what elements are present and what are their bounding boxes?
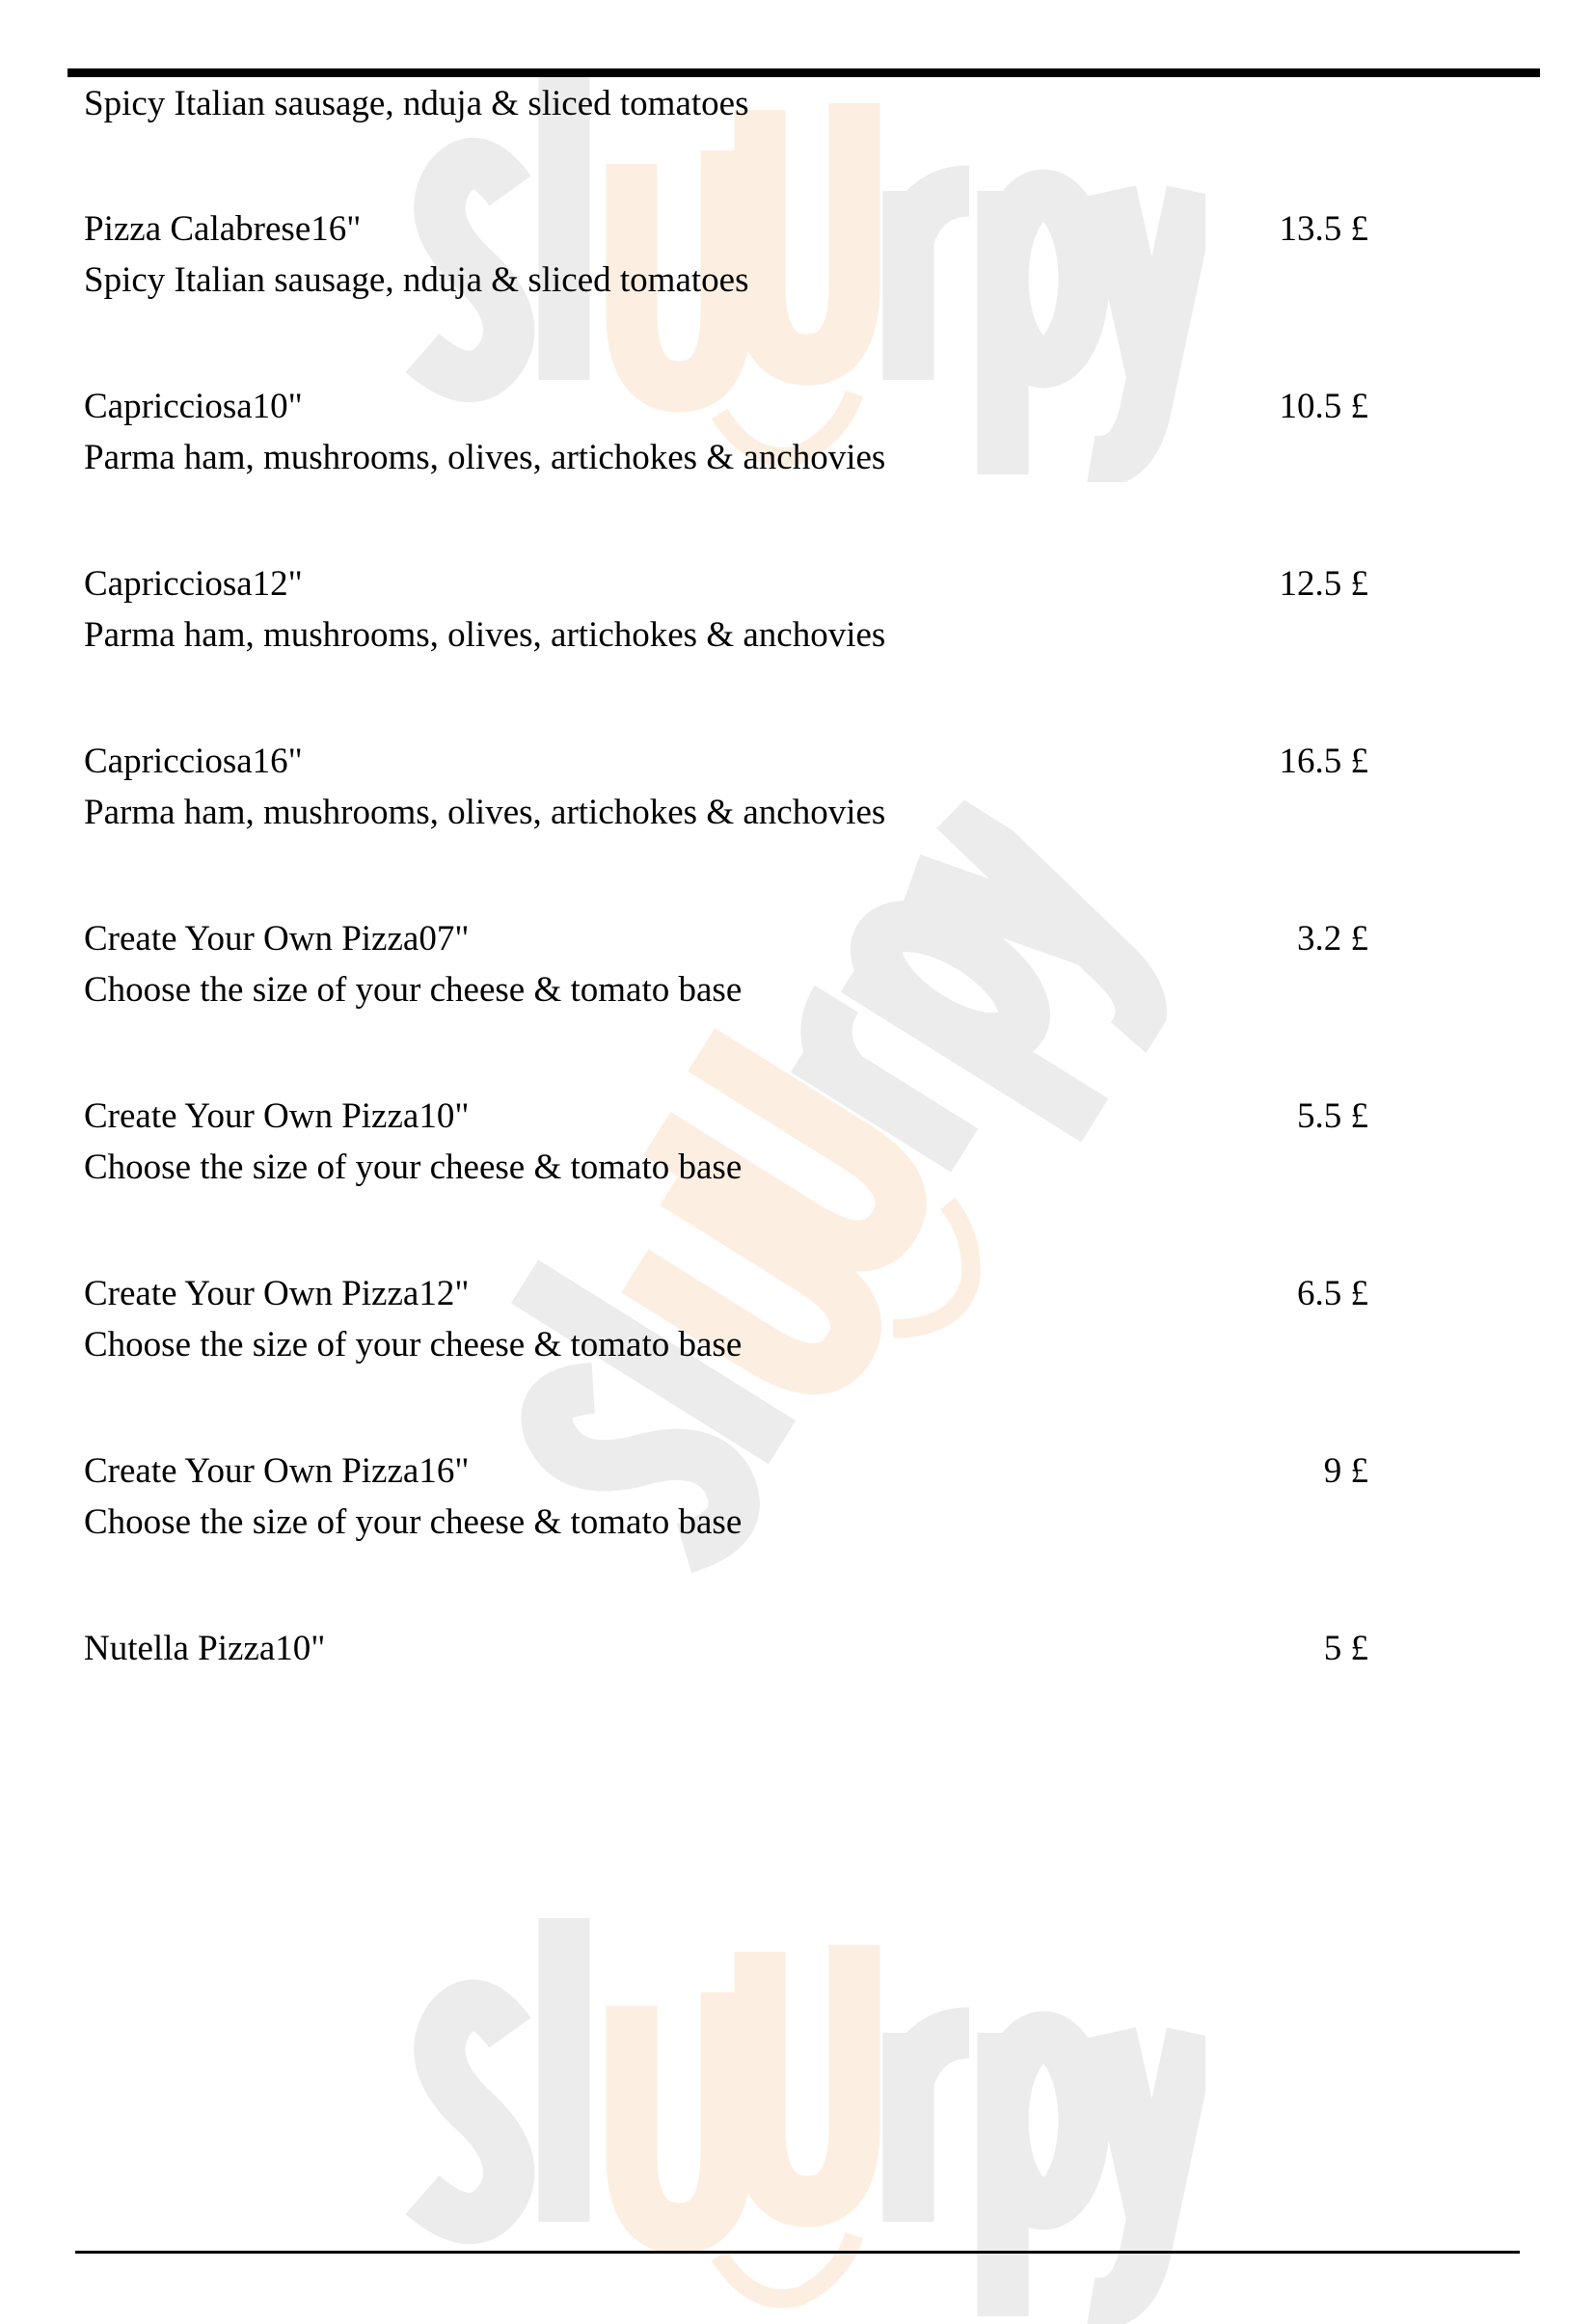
top-divider xyxy=(68,68,1540,77)
item-price: 12.5 £ xyxy=(1279,564,1368,604)
item-price: 5 £ xyxy=(1323,1629,1368,1668)
item-price: 10.5 £ xyxy=(1279,387,1368,426)
item-name: Create Your Own Pizza10" xyxy=(84,1096,470,1136)
item-description: Parma ham, mushrooms, olives, artichokes & anchovies xyxy=(84,438,886,477)
menu-item xyxy=(84,1091,1368,1193)
item-name: Create Your Own Pizza07" xyxy=(84,919,470,959)
item-price: 9 £ xyxy=(1323,1451,1368,1491)
bottom-divider xyxy=(75,2251,1520,2254)
menu-item xyxy=(84,1623,1368,1674)
sluurpy-watermark-logo xyxy=(395,1890,1205,2324)
item-description: Choose the size of your cheese & tomato base xyxy=(84,1502,743,1542)
item-name: Nutella Pizza10" xyxy=(84,1629,326,1668)
item-price: 6.5 £ xyxy=(1297,1274,1368,1313)
item-description: Spicy Italian sausage, nduja & sliced tomatoes xyxy=(84,84,749,123)
item-name: Create Your Own Pizza16" xyxy=(84,1451,470,1491)
item-name: Capricciosa12" xyxy=(84,564,303,604)
item-name: Create Your Own Pizza12" xyxy=(84,1274,470,1313)
menu-item xyxy=(84,913,1368,1015)
menu-item xyxy=(84,1268,1368,1370)
menu-item-continued xyxy=(84,78,1368,129)
menu-item xyxy=(84,1446,1368,1548)
item-description: Parma ham, mushrooms, olives, artichokes & anchovies xyxy=(84,615,886,655)
item-description: Choose the size of your cheese & tomato base xyxy=(84,1325,743,1365)
item-name: Pizza Calabrese16" xyxy=(84,209,362,249)
menu-item xyxy=(84,736,1368,838)
item-description: Parma ham, mushrooms, olives, artichokes & anchovies xyxy=(84,793,886,832)
item-price: 13.5 £ xyxy=(1279,209,1368,249)
item-price: 16.5 £ xyxy=(1279,742,1368,781)
menu-item xyxy=(84,203,1368,306)
item-price: 5.5 £ xyxy=(1297,1096,1368,1136)
item-description: Choose the size of your cheese & tomato base xyxy=(84,1148,743,1187)
item-name: Capricciosa10" xyxy=(84,387,303,426)
item-price: 3.2 £ xyxy=(1297,919,1368,959)
menu-item xyxy=(84,381,1368,483)
item-name: Capricciosa16" xyxy=(84,742,303,781)
menu-item xyxy=(84,558,1368,661)
item-description: Spicy Italian sausage, nduja & sliced tomatoes xyxy=(84,260,749,300)
item-description: Choose the size of your cheese & tomato base xyxy=(84,970,743,1010)
